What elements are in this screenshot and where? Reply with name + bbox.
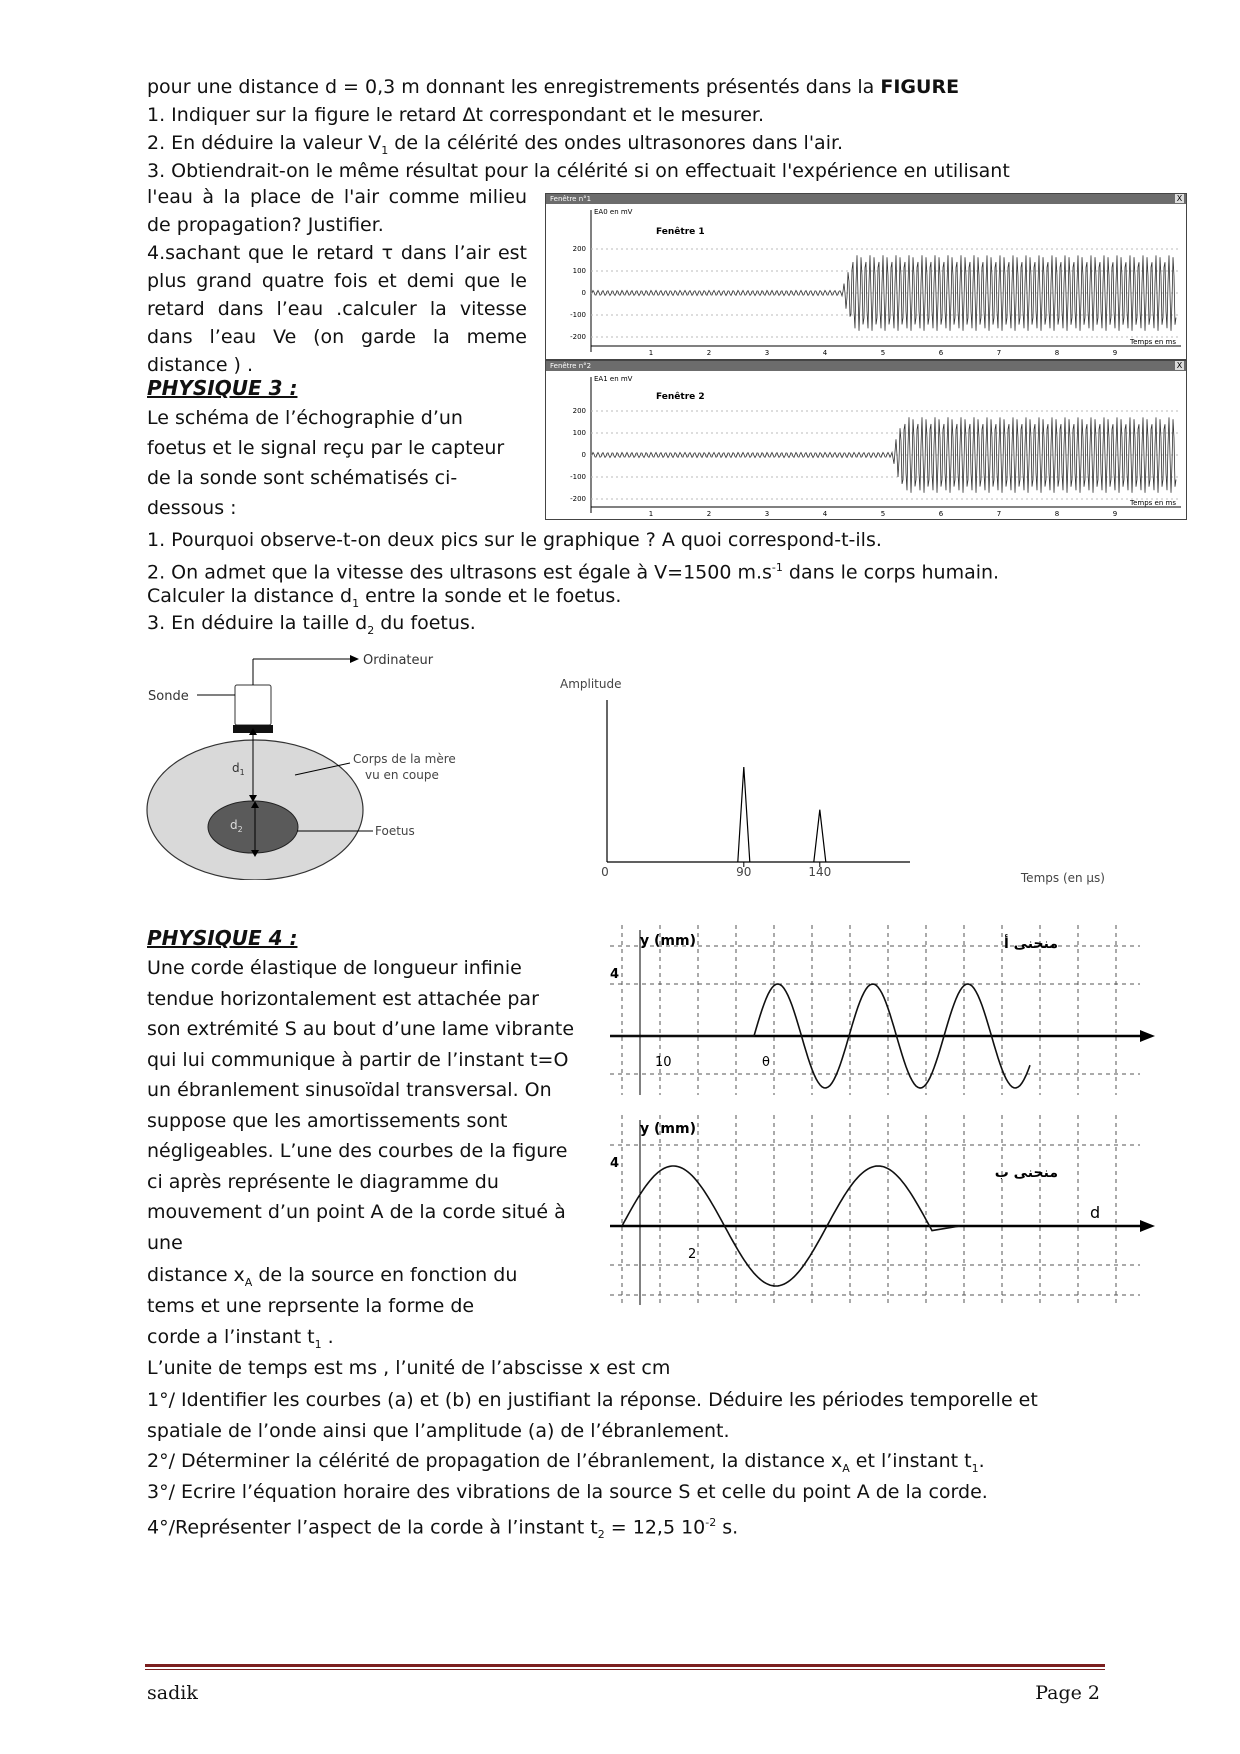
- sonde-probe: [235, 685, 271, 725]
- physique3-heading: PHYSIQUE 3 :: [147, 376, 298, 400]
- x-tick-90: 90: [736, 865, 752, 879]
- svg-text:0: 0: [581, 289, 586, 297]
- foetus-shape: [208, 801, 298, 853]
- footer-page: Page 2: [1035, 1682, 1100, 1704]
- peak-0: [738, 767, 750, 862]
- window-name: Fenêtre 2: [656, 392, 705, 402]
- curve-a-10-label: 10: [655, 1055, 672, 1070]
- amplitude-axis-label: Amplitude: [560, 677, 622, 691]
- question-3: 3. Obtiendrait-on le même résultat pour la célérité si on effectuait l'expérience en utilisant: [147, 160, 1010, 182]
- p3-question-3: 3. En déduire la taille $d_2$ du foetus.: [147, 612, 476, 637]
- oscilloscope-plot-2: [546, 371, 1186, 518]
- question-2: 2. En déduire la valeur $V_1$ de la célérité des ondes ultrasonores dans l'air.: [147, 132, 844, 157]
- curve-a-name: منحنى أ: [1003, 936, 1058, 952]
- oscilloscope-window-2: [545, 360, 1187, 520]
- x-tick-140: 140: [808, 865, 832, 879]
- arrow-icon: [1140, 1030, 1155, 1042]
- intro-line-0: pour une distance d = 0,3 m donnant les enregistrements présentés dans la FIGURE: [147, 76, 960, 98]
- p3-question-2: 2. On admet que la vitesse des ultrasons est égale à V=1500 $m.s^{-1}$ dans le corps humain.: [147, 561, 1000, 584]
- x-axis-label: Temps (en µs): [1020, 871, 1105, 885]
- footer-rule-thin: [145, 1669, 1105, 1670]
- curve-a-y-label: y (mm): [640, 933, 696, 949]
- svg-text:7: 7: [996, 349, 1002, 357]
- wave-curves-figure: [610, 920, 1160, 1305]
- physique4-distance-line: distance $x_A$ de la source en fonction du: [147, 1264, 518, 1289]
- arrow-icon: [1140, 1220, 1155, 1232]
- svg-text:100: 100: [572, 429, 586, 437]
- physique4-corde-line: corde a l’instant $t_1$ .: [147, 1326, 334, 1351]
- svg-text:4: 4: [822, 349, 828, 357]
- svg-text:Temps en ms: Temps en ms: [1130, 338, 1176, 346]
- foetus-label: Foetus: [375, 824, 415, 838]
- svg-text:7: 7: [996, 510, 1002, 518]
- svg-text:2: 2: [706, 349, 712, 357]
- d2-label: $d_2$: [230, 818, 243, 834]
- sonde-label: Sonde: [148, 689, 189, 704]
- close-icon[interactable]: X: [1176, 194, 1183, 203]
- p4-question-4: 4°/Représenter l’aspect de la corde à l’instant $t_2 = 12,5$ $10^{-2}$ s.: [147, 1516, 739, 1542]
- svg-text:8: 8: [1054, 510, 1060, 518]
- curve-b-d-label: d: [1090, 1203, 1101, 1222]
- svg-text:0: 0: [581, 451, 586, 459]
- svg-text:9: 9: [1112, 510, 1118, 518]
- question-3-continued: l'eau à la place de l'air comme milieu de propagation? Justifier.: [147, 186, 527, 236]
- amplitude-chart: [555, 670, 1115, 885]
- physique4-tems-line: tems et une reprsente la forme de: [147, 1295, 475, 1317]
- footer-rule: [145, 1664, 1105, 1667]
- svg-text:1: 1: [648, 349, 654, 357]
- svg-text:6: 6: [938, 349, 944, 357]
- arrow-icon: [350, 655, 359, 663]
- p3-question-1: 1. Pourquoi observe-t-on deux pics sur le graphique ? A quoi correspond-t-ils.: [147, 529, 882, 551]
- curve-b-2-label: 2: [688, 1247, 697, 1262]
- curve-b-amplitude-label: 4: [610, 1156, 620, 1171]
- corps-label: Corps de la mère: [353, 752, 456, 766]
- p3-question-2-calc: Calculer la distance $d_1$ entre la sonde et le foetus.: [147, 585, 622, 610]
- svg-text:3: 3: [764, 349, 770, 357]
- p4-question-1: 1°/ Identifier les courbes (a) et (b) en justifiant la réponse. Déduire les périodes temporelle et spatiale de l’onde ainsi que l’amplitude (a) de l’ébranlement.: [147, 1389, 1038, 1442]
- oscilloscope-plot-1: [546, 204, 1186, 358]
- window-name: Fenêtre 1: [656, 227, 705, 237]
- question-1: 1. Indiquer sur la figure le retard Δt correspondant et le mesurer.: [147, 104, 765, 126]
- physique4-heading: PHYSIQUE 4 :: [147, 926, 298, 950]
- svg-text:-200: -200: [570, 495, 586, 503]
- ordinateur-label: Ordinateur: [363, 653, 434, 668]
- svg-text:8: 8: [1054, 349, 1060, 357]
- signal-trace-2: [592, 417, 1176, 493]
- svg-text:-100: -100: [570, 311, 586, 319]
- svg-text:3: 3: [764, 510, 770, 518]
- curve-b-y-label: y (mm): [640, 1121, 696, 1137]
- units-line: L’unite de temps est ms , l’unité de l’abscisse x est cm: [147, 1357, 671, 1379]
- svg-text:6: 6: [938, 510, 944, 518]
- svg-text:1: 1: [648, 510, 654, 518]
- oscilloscope-window-1: [545, 193, 1187, 360]
- svg-text:200: 200: [572, 407, 586, 415]
- svg-text:Temps en ms: Temps en ms: [1130, 499, 1176, 507]
- d1-label: $d_1$: [232, 761, 245, 777]
- echography-diagram: [145, 645, 535, 880]
- curve-b-name: منحنى ب: [994, 1165, 1058, 1181]
- svg-text:-100: -100: [570, 473, 586, 481]
- curve-a-amplitude-label: 4: [610, 967, 620, 982]
- svg-text:vu en coupe: vu en coupe: [365, 768, 439, 782]
- question-4: 4.sachant que le retard τ dans l’air est plus grand quatre fois et demi que le retard dans l’eau .calculer la vitesse dans l’eau Ve (on garde la meme distance ) .: [147, 242, 527, 376]
- svg-text:200: 200: [572, 245, 586, 253]
- window-1-titlebar: Fenêtre n°1 X: [546, 194, 1186, 204]
- channel-label: EA0 en mV: [594, 208, 633, 216]
- curve-a-theta-label: θ: [762, 1055, 770, 1070]
- window-2-titlebar: Fenêtre n°2 X: [546, 361, 1186, 371]
- signal-trace-1: [592, 255, 1176, 330]
- svg-text:9: 9: [1112, 349, 1118, 357]
- svg-text:5: 5: [880, 349, 886, 357]
- close-icon[interactable]: X: [1176, 361, 1183, 370]
- svg-text:4: 4: [822, 510, 828, 518]
- x-tick-0: 0: [601, 865, 609, 879]
- channel-label: EA1 en mV: [594, 375, 633, 383]
- svg-text:5: 5: [880, 510, 886, 518]
- svg-text:-200: -200: [570, 333, 586, 341]
- p4-question-3: 3°/ Ecrire l’équation horaire des vibrations de la source S et celle du point A de la corde.: [147, 1481, 988, 1503]
- p4-question-2: 2°/ Déterminer la célérité de propagation de l’ébranlement, la distance $x_A$ et l’instant $t_1$.: [147, 1450, 985, 1475]
- physique3-text: Le schéma de l’échographie d’un foetus et le signal reçu par le capteur de la sonde sont schématisés ci-dessous :: [147, 407, 505, 519]
- svg-text:100: 100: [572, 267, 586, 275]
- footer-author: sadik: [147, 1682, 198, 1704]
- physique4-text: Une corde élastique de longueur infinie tendue horizontalement est attachée par son extrémité S au bout d’une lame vibrante qui lui communique à partir de l’instant t=O un ébranlement sinusoïdal transversal. On suppose que les amortissements sont négligeables. L’une des courbes de la figure ci après représente le diagramme du mouvement d’un point A de la corde situé à une: [147, 957, 575, 1254]
- peak-1: [814, 810, 826, 862]
- svg-text:2: 2: [706, 510, 712, 518]
